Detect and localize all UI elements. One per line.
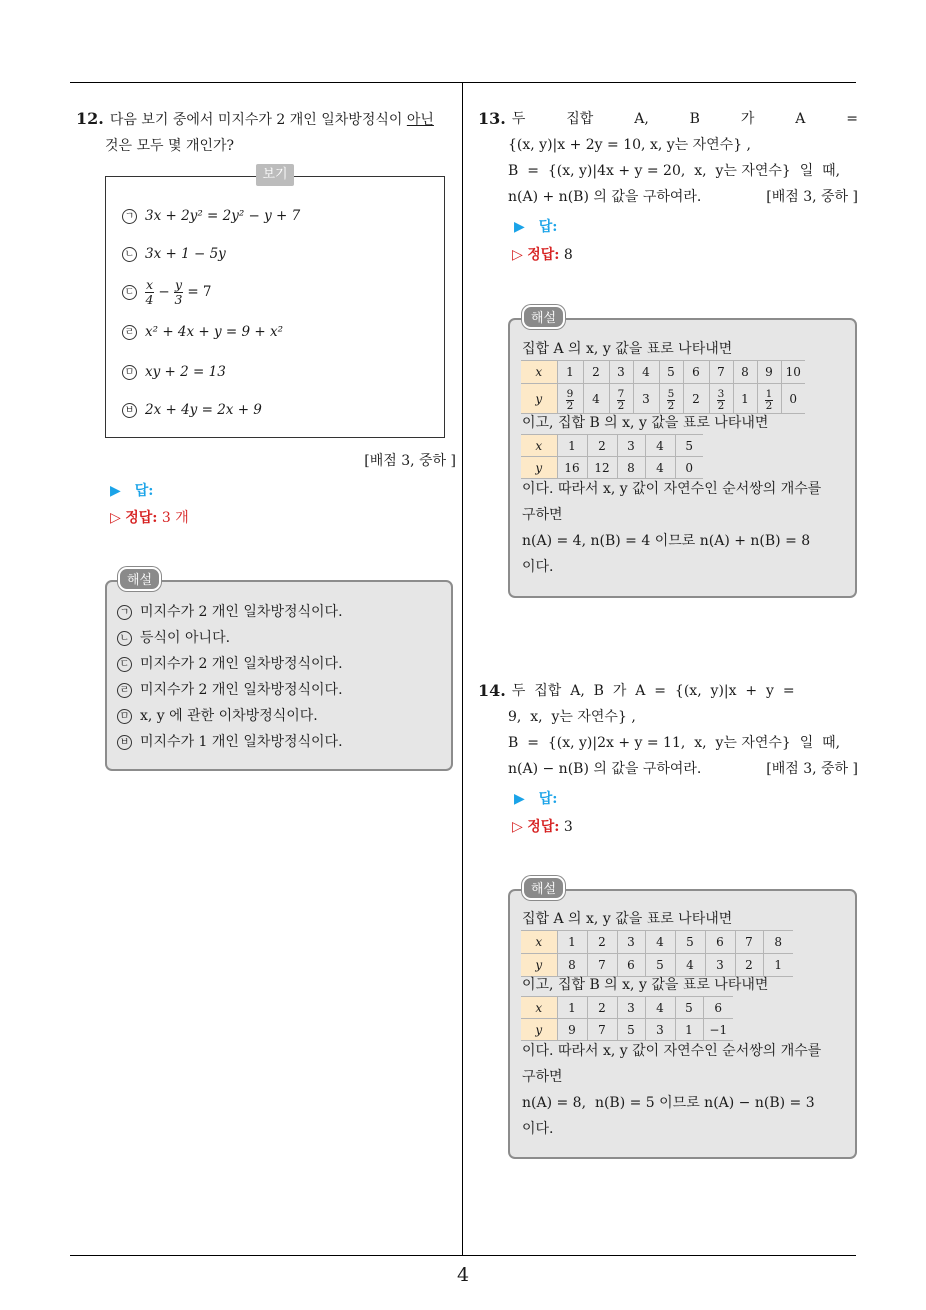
q13-a-y-9: $\frac{1}{2}$: [757, 384, 781, 414]
q14-score: [배점 3, 중하 ]: [766, 761, 858, 777]
solution-line-1: 집합 A 의 x, y 값을 표로 나타내면: [522, 341, 733, 357]
bogi-item-3: ㄷ $\frac{x}{4}$ − $\frac{y}{3}$ = 7: [122, 278, 212, 307]
correct-label: 정답:: [527, 819, 560, 835]
bogi-item-6: ㅂ 2x + 4y = 2x + 9: [122, 402, 262, 418]
bogi-item-5: ㅁ xy + 2 = 13: [122, 364, 226, 380]
question-text-4: n(A) + n(B) 의 값을 구하여라.: [508, 189, 702, 205]
circle-mark: ㄴ: [122, 247, 137, 262]
bogi-label: 보기: [256, 164, 294, 186]
q14-correct-row: [512, 816, 573, 836]
triangle-outline-icon: ▷: [110, 510, 121, 526]
q13-a-y-1: $\frac{9}{2}$: [557, 384, 583, 414]
solution-line-4: 구하면: [522, 1069, 563, 1085]
circle-mark: ㄹ: [122, 325, 137, 340]
solution-line-5: ㅁ x, y 에 관한 이차방정식이다.: [117, 703, 318, 729]
question-text-3: B = {(x, y)|4x + y = 20, x, y는 자연수} 일 때,: [508, 163, 841, 179]
bottom-rule: [70, 1255, 856, 1256]
solution-line-4: ㄹ 미지수가 2 개인 일차방정식이다.: [117, 677, 343, 703]
q13-table-b: x 1 2 3 4 5 y 16 12 8 4 0: [521, 434, 703, 479]
circle-mark: ㄷ: [122, 285, 137, 300]
correct-value: 3: [563, 819, 573, 835]
question-13: [478, 106, 858, 210]
answer-label: 답:: [134, 483, 154, 499]
q13-table-a: x 1 2 3 4 5 6 7 8 9 10 y $\frac{9}{2}$ 4 $\frac{7}{2}$ 3 $\frac{5}{2}$ 2 $\frac{3}{2}$ 1 $\frac{1}{2}$ 0: [521, 360, 805, 414]
solution-line-1: 집합 A 의 x, y 값을 표로 나타내면: [522, 911, 733, 927]
answer-label: 답:: [538, 791, 558, 807]
correct-value: 3 개: [161, 510, 189, 526]
play-icon: ▶: [514, 791, 525, 807]
q13-score: [배점 3, 중하 ]: [766, 189, 858, 205]
q14-table-b: x 1 2 3 4 5 6 y 9 7 5 3 1 −1: [521, 996, 733, 1041]
question-text-4: n(A) − n(B) 의 값을 구하여라.: [508, 761, 702, 777]
correct-value: 8: [563, 247, 573, 263]
solution-line-6: 이다.: [522, 1121, 554, 1137]
question-number: 13.: [478, 109, 506, 128]
correct-label: 정답:: [125, 510, 158, 526]
question-text-cont: 것은 모두 몇 개인가?: [105, 138, 235, 154]
circle-mark: ㅁ: [122, 365, 137, 380]
solution-line-6: ㅂ 미지수가 1 개인 일차방정식이다.: [117, 729, 343, 755]
play-icon: ▶: [514, 219, 525, 235]
q12-answer-row: [110, 480, 153, 500]
circle-mark: ㅂ: [122, 403, 137, 418]
q13-a-y-7: $\frac{3}{2}$: [709, 384, 733, 414]
q14-answer-row: [514, 788, 557, 808]
solution-line-2: ㄴ 등식이 아니다.: [117, 625, 230, 651]
solution-label: 해설: [522, 305, 565, 329]
question-text: 다음 보기 중에서 미지수가 2 개인 일차방정식이: [109, 112, 407, 128]
question-number: 12.: [76, 109, 104, 128]
solution-line-6: 이다.: [522, 559, 554, 575]
solution-label: 해설: [118, 567, 161, 591]
question-text-2: {(x, y)|x + 2y = 10, x, y는 자연수} ,: [508, 137, 752, 153]
bogi-item-1: ㄱ 3x + 2y² = 2y² − y + 7: [122, 208, 300, 224]
solution-line-1: ㄱ 미지수가 2 개인 일차방정식이다.: [117, 599, 343, 625]
solution-line-2: 이고, 집합 B 의 x, y 값을 표로 나타내면: [522, 415, 769, 431]
solution-line-5: n(A) = 8, n(B) = 5 이므로 n(A) − n(B) = 3: [522, 1095, 815, 1111]
solution-line-5: n(A) = 4, n(B) = 4 이므로 n(A) + n(B) = 8: [522, 533, 811, 549]
top-rule: [70, 82, 856, 83]
question-number: 14.: [478, 681, 506, 700]
question-text: 두 집합 A, B 가 A = {(x, y)|x + y =: [511, 683, 795, 699]
solution-line-4: 구하면: [522, 507, 563, 523]
question-text: 두 집합 A, B 가 A =: [511, 111, 858, 127]
solution-line-3: 이다. 따라서 x, y 값이 자연수인 순서쌍의 개수를: [522, 1043, 822, 1059]
q12-score: [배점 3, 중하 ]: [364, 453, 456, 469]
question-12: [76, 106, 456, 159]
solution-line-3: ㄷ 미지수가 2 개인 일차방정식이다.: [117, 651, 343, 677]
q12-correct-row: [110, 507, 189, 527]
answer-label: 답:: [538, 219, 558, 235]
correct-label: 정답:: [527, 247, 560, 263]
solution-line-2: 이고, 집합 B 의 x, y 값을 표로 나타내면: [522, 977, 769, 993]
circle-mark: ㄱ: [122, 209, 137, 224]
q13-correct-row: [512, 244, 573, 264]
underlined-word: 아닌: [406, 112, 434, 128]
question-text-3: B = {(x, y)|2x + y = 11, x, y는 자연수} 일 때,: [508, 735, 841, 751]
q13-a-y-3: $\frac{7}{2}$: [609, 384, 633, 414]
question-text-2: 9, x, y는 자연수} ,: [508, 709, 636, 725]
bogi-item-2: ㄴ 3x + 1 − 5y: [122, 246, 226, 262]
q13-a-y-5: $\frac{5}{2}$: [659, 384, 683, 414]
solution-label: 해설: [522, 876, 565, 900]
solution-line-3: 이다. 따라서 x, y 값이 자연수인 순서쌍의 개수를: [522, 481, 822, 497]
question-14: [478, 678, 858, 782]
q13-answer-row: [514, 216, 557, 236]
column-divider: [462, 82, 463, 1256]
triangle-outline-icon: ▷: [512, 247, 523, 263]
play-icon: ▶: [110, 483, 121, 499]
bogi-item-4: ㄹ x² + 4x + y = 9 + x²: [122, 324, 283, 340]
q14-table-a: x 1 2 3 4 5 6 7 8 y 8 7 6 5 4 3 2 1: [521, 930, 793, 977]
page-number: 4: [456, 1264, 470, 1286]
triangle-outline-icon: ▷: [512, 819, 523, 835]
